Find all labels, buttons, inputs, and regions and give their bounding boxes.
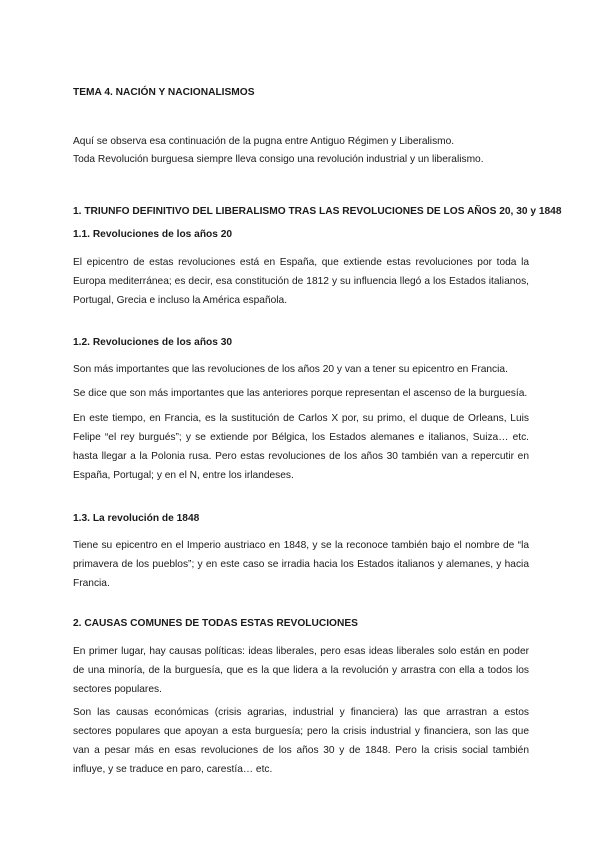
paragraph: Son las causas económicas (crisis agrarias, industrial y financiera) las que arrastran a estos sectores populares que apoyan a esta burguesía; pero la crisis industrial y financiera, son las que van a pesar más en esas revoluciones de los años 30 y de 1848. Pero la crisis social también influye, y se traduce en paro, carestía… etc. [73, 707, 529, 775]
paragraph: Se dice que son más importantes que las anteriores porque representan el ascenso de la burguesía. [73, 388, 528, 399]
paragraph: Son más importantes que las revoluciones de los años 20 y van a tener su epicentro en Francia. [73, 364, 508, 375]
document-title: TEMA 4. NACIÓN Y NACIONALISMOS [73, 87, 255, 98]
paragraph: Tiene su epicentro en el Imperio austriaco en 1848, y se la reconoce también bajo el nombre de “la primavera de los pueblos”; y en este caso se irradia hacia los Estados italianos y alemanes, y hacia Francia. [73, 540, 529, 589]
paragraph: En primer lugar, hay causas políticas: ideas liberales, pero esas ideas liberales solo están en poder de una minoría, de la burguesía, que es la que lidera a la revolución y arrastra con ella a todos los sectores populares. [73, 646, 529, 695]
subsection-heading: 1.2. Revoluciones de los años 30 [73, 337, 233, 348]
section-heading: 2. CAUSAS COMUNES DE TODAS ESTAS REVOLUCIONES [73, 618, 358, 629]
subsection-heading: 1.3. La revolución de 1848 [73, 513, 200, 524]
section-heading: 1. TRIUNFO DEFINITIVO DEL LIBERALISMO TRAS LAS REVOLUCIONES DE LOS AÑOS 20, 30 y 1848 [73, 206, 562, 217]
intro-line: Toda Revolución burguesa siempre lleva consigo una revolución industrial y un liberalismo. [73, 154, 484, 165]
subsection-heading: 1.1. Revoluciones de los años 20 [73, 229, 233, 240]
intro-line: Aquí se observa esa continuación de la pugna entre Antiguo Régimen y Liberalismo. [73, 136, 455, 147]
paragraph: En este tiempo, en Francia, es la sustitución de Carlos X por, su primo, el duque de Orleans, Luis Felipe “el rey burgués”; y se extiende por Bélgica, los Estados alemanes e italianos, Suiza… etc. hasta llegar a la Polonia rusa. Pero estas revoluciones de los años 30 también van a repercutir en España, Portugal; y en el N, entre los irlandeses. [73, 413, 529, 481]
paragraph: El epicentro de estas revoluciones está en España, que extiende estas revoluciones por toda la Europa mediterránea; es decir, esa constitución de 1812 y su influencia llegó a los Estados italianos, Portugal, Grecia e incluso la América española. [73, 257, 529, 306]
